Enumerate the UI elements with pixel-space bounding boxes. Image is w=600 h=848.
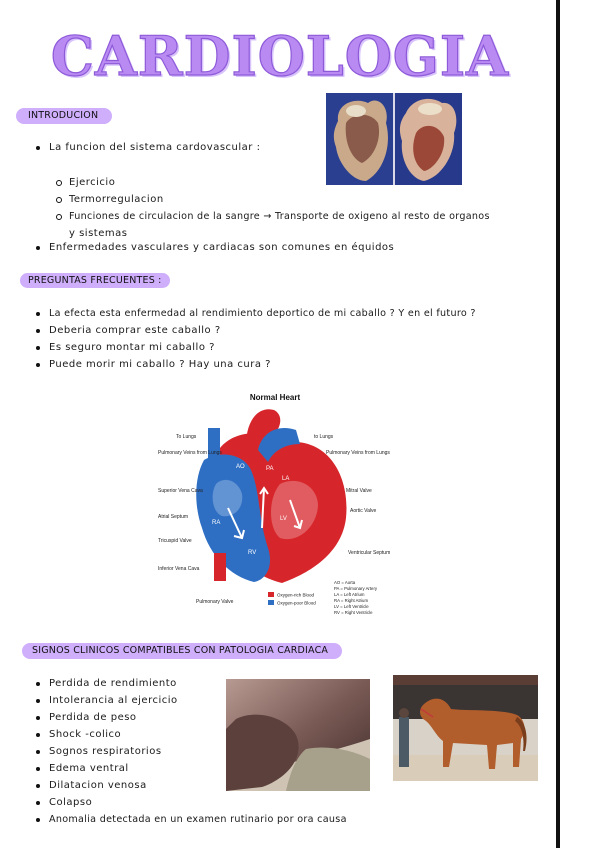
legend-abbrev: LA = Left Atrium (334, 592, 365, 597)
intro-list-2 (34, 239, 504, 256)
list-item: Anomalia detectada en un examen rutinario por ora causa (34, 811, 364, 828)
legend-oxygen-rich: Oxygen-rich Blood (277, 592, 315, 598)
list-item: Intolerancia al ejercicio (34, 692, 364, 709)
label-ventricular-septum: Ventricular Septum (348, 550, 391, 556)
label-ra: RA (212, 520, 221, 526)
heart-specimen-photo (326, 93, 462, 185)
label-pv-left: Pulmonary Veins from Lungs (158, 450, 222, 456)
list-item: Enfermedades vasculares y cardiacas son comunes en équidos (34, 239, 504, 256)
horse-photo (393, 675, 538, 781)
signos-section-tag: SIGNOS CLINICOS COMPATIBLES CON PATOLOGIA CARDIACA (22, 643, 342, 659)
list-item: La efecta esta enfermedad al rendimiento deportico de mi caballo ? Y en el futuro ? (34, 305, 534, 322)
legend-swatch-oxygen-poor (268, 600, 274, 605)
diagram-title: Normal Heart (249, 393, 301, 402)
legend-swatch-oxygen-rich (268, 592, 274, 597)
superior-vena-cava (208, 428, 220, 464)
intro-section-tag: INTRODUCION (16, 108, 112, 124)
label-to-lungs-left: To Lungs (176, 434, 197, 440)
list-item: Edema ventral (34, 760, 364, 777)
list-item: Termorregulacion (54, 191, 524, 208)
label-rv: RV (248, 550, 257, 556)
label-ao: AO (236, 464, 245, 470)
legend-abbrev: RA = Right Atrium (334, 598, 369, 603)
list-item: Colapso (34, 794, 364, 811)
inferior-vena-cava (214, 553, 226, 581)
legend-abbrev: AO = Aorta (334, 580, 356, 585)
legend-abbrev: PA = Pulmonary Artery (334, 586, 378, 591)
list-item: Puede morir mi caballo ? Hay una cura ? (34, 356, 534, 373)
label-lv: LV (280, 516, 287, 522)
preguntas-list (34, 305, 534, 373)
label-to-lungs-right: to Lungs (314, 434, 334, 440)
list-item: La funcion del sistema cardovascular : (34, 139, 314, 156)
legend-abbrev: LV = Left Ventricle (334, 604, 369, 609)
legend-abbrev: RV = Right Ventricle (334, 610, 373, 615)
label-la: LA (282, 476, 290, 482)
label-tricuspid: Tricuspid Valve (158, 538, 192, 544)
label-mitral: Mitral Valve (346, 488, 372, 494)
page-title: CARDIOLOGIA (50, 24, 510, 88)
list-item: Ejercicio (54, 174, 524, 191)
label-pulmonary-valve: Pulmonary Valve (196, 599, 234, 605)
horse-edema-photo (226, 679, 370, 791)
list-item: Es seguro montar mi caballo ? (34, 339, 534, 356)
list-item: Perdida de rendimiento (34, 675, 364, 692)
label-pa: PA (266, 466, 274, 472)
heart-diagram (150, 388, 400, 620)
intro-list (34, 139, 314, 156)
label-pv-right: Pulmonary Veins from Lungs (326, 450, 390, 456)
label-ivc: Inferior Vena Cava (158, 566, 200, 572)
preguntas-section-tag: PREGUNTAS FRECUENTES : (20, 273, 170, 288)
list-item: Dilatacion venosa (34, 777, 364, 794)
label-svc: Superior Vena Cava (158, 488, 203, 494)
legend-oxygen-poor: Oxygen-poor Blood (277, 600, 316, 606)
page-right-border (556, 0, 560, 848)
list-item-continuation: y sistemas (69, 228, 128, 239)
list-item: Deberia comprar este caballo ? (34, 322, 534, 339)
list-item: Funciones de circulacion de la sangre → Transporte de oxigeno al resto de organos (54, 208, 524, 225)
list-item: Perdida de peso (34, 709, 364, 726)
label-aortic: Aortic Valve (350, 508, 377, 514)
label-atrial-septum: Atrial Septum (158, 514, 189, 520)
list-item: Shock -colico (34, 726, 364, 743)
list-item: Sognos respiratorios (34, 743, 364, 760)
